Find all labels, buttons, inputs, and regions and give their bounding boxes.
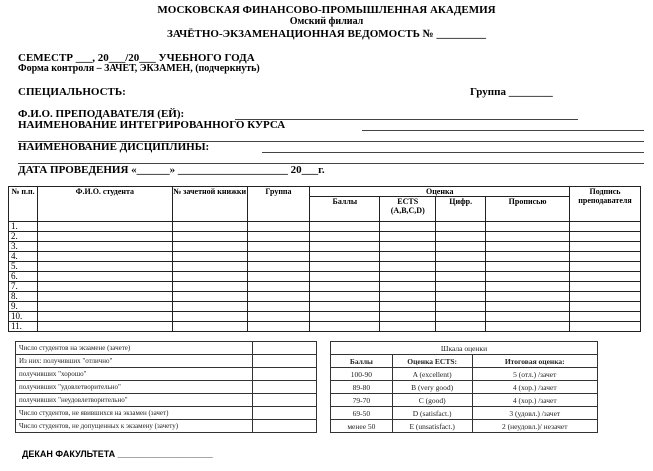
table-cell[interactable] <box>380 242 436 252</box>
scale-cell: 69-50 <box>331 407 393 420</box>
stats-row <box>16 420 317 433</box>
table-cell[interactable] <box>436 252 486 262</box>
table-cell[interactable] <box>172 322 247 332</box>
row-number: 5. <box>9 262 38 272</box>
table-row <box>9 282 641 292</box>
stats-label: Число студентов, не явившихся на экзамен (зачет) <box>16 407 253 420</box>
document-title: ЗАЧЁТНО-ЭКЗАМЕНАЦИОННАЯ ВЕДОМОСТЬ № _________ <box>167 28 486 40</box>
table-cell[interactable] <box>436 282 486 292</box>
grading-scale-table <box>330 341 598 433</box>
table-cell[interactable] <box>247 322 310 332</box>
group-field[interactable]: Группа ________ <box>470 86 553 98</box>
row-number: 11. <box>9 322 38 332</box>
branch-title: Омский филиал <box>289 16 364 27</box>
row-number: 1. <box>9 222 38 232</box>
scale-cell: A (excellent) <box>392 368 472 381</box>
table-row <box>9 322 641 332</box>
scale-cell: 2 (неудовл.)/ незачет <box>472 420 597 433</box>
discipline-field[interactable]: НАИМЕНОВАНИЕ ДИСЦИПЛИНЫ: <box>18 141 210 153</box>
table-cell[interactable] <box>172 272 247 282</box>
table-cell[interactable] <box>37 292 172 302</box>
table-cell[interactable] <box>486 262 570 272</box>
table-cell[interactable] <box>436 302 486 312</box>
stats-label: Число студентов на экзамене (зачете) <box>16 342 253 355</box>
table-cell[interactable] <box>570 322 641 332</box>
row-number: 4. <box>9 252 38 262</box>
table-cell[interactable] <box>486 252 570 262</box>
table-cell[interactable] <box>436 262 486 272</box>
table-cell[interactable] <box>570 282 641 292</box>
stats-row <box>16 355 317 368</box>
table-cell[interactable] <box>37 302 172 312</box>
scale-cell: 3 (удовл.) /зачет <box>472 407 597 420</box>
stats-label: получивших "удовлетворительно" <box>16 381 253 394</box>
header-signature: Подпись преподавателя <box>570 187 641 222</box>
table-cell[interactable] <box>247 282 310 292</box>
table-cell[interactable] <box>570 232 641 242</box>
table-row <box>9 242 641 252</box>
table-cell[interactable] <box>570 252 641 262</box>
table-cell[interactable] <box>436 242 486 252</box>
table-cell[interactable] <box>247 272 310 282</box>
stats-value-cell[interactable] <box>253 407 317 420</box>
table-cell[interactable] <box>37 322 172 332</box>
scale-row <box>331 420 598 433</box>
table-cell[interactable] <box>172 262 247 272</box>
scale-cell: 5 (отл.) /зачет <box>472 368 597 381</box>
table-cell[interactable] <box>172 222 247 232</box>
table-cell[interactable] <box>486 322 570 332</box>
table-cell[interactable] <box>247 222 310 232</box>
table-row <box>9 222 641 232</box>
row-number: 3. <box>9 242 38 252</box>
table-cell[interactable] <box>247 262 310 272</box>
scale-cell: E (unsatisfact.) <box>392 420 472 433</box>
scale-cell: менее 50 <box>331 420 393 433</box>
stats-label: получивших "неудовлетворительно" <box>16 394 253 407</box>
table-cell[interactable] <box>310 292 380 302</box>
table-row <box>9 292 641 302</box>
table-cell[interactable] <box>486 292 570 302</box>
table-cell[interactable] <box>486 312 570 322</box>
table-cell[interactable] <box>247 252 310 262</box>
table-cell[interactable] <box>380 272 436 282</box>
table-cell[interactable] <box>380 252 436 262</box>
stats-value-cell[interactable] <box>253 368 317 381</box>
table-cell[interactable] <box>570 302 641 312</box>
table-cell[interactable] <box>310 262 380 272</box>
stats-value-cell[interactable] <box>253 381 317 394</box>
table-cell[interactable] <box>172 312 247 322</box>
table-cell[interactable] <box>310 272 380 282</box>
semester-field[interactable]: СЕМЕСТР ___, 20___/20___ УЧЕБНОГО ГОДА <box>18 52 255 64</box>
table-cell[interactable] <box>570 272 641 282</box>
stats-value-cell[interactable] <box>253 342 317 355</box>
scale-cell: B (very good) <box>392 381 472 394</box>
row-number: 6. <box>9 272 38 282</box>
course-underline <box>362 130 644 131</box>
scale-cell: 79-70 <box>331 394 393 407</box>
scale-row <box>331 407 598 420</box>
row-number: 7. <box>9 282 38 292</box>
table-cell[interactable] <box>37 242 172 252</box>
table-cell[interactable] <box>37 252 172 262</box>
table-row <box>9 272 641 282</box>
table-row <box>9 252 641 262</box>
header-student: Ф.И.О. студента <box>37 187 172 222</box>
table-cell[interactable] <box>310 252 380 262</box>
table-cell[interactable] <box>380 302 436 312</box>
stats-label: Из них: получивших "отлично" <box>16 355 253 368</box>
table-cell[interactable] <box>486 272 570 282</box>
stats-label: получивших "хорошо" <box>16 368 253 381</box>
table-cell[interactable] <box>310 232 380 242</box>
stats-value-cell[interactable] <box>253 420 317 433</box>
table-cell[interactable] <box>380 222 436 232</box>
table-cell[interactable] <box>247 292 310 302</box>
scale-cell: D (satisfact.) <box>392 407 472 420</box>
stats-value-cell[interactable] <box>253 394 317 407</box>
table-cell[interactable] <box>570 262 641 272</box>
table-row <box>9 232 641 242</box>
table-cell[interactable] <box>570 222 641 232</box>
table-cell[interactable] <box>247 312 310 322</box>
table-cell[interactable] <box>570 292 641 302</box>
scale-header-ects: Оценка ECTS: <box>392 355 472 368</box>
table-cell[interactable] <box>37 282 172 292</box>
table-cell[interactable] <box>486 302 570 312</box>
dean-signature[interactable]: ДЕКАН ФАКУЛЬТЕТА ___________________ <box>22 449 213 459</box>
stats-row <box>16 381 317 394</box>
table-cell[interactable] <box>380 282 436 292</box>
table-cell[interactable] <box>172 242 247 252</box>
row-number: 9. <box>9 302 38 312</box>
scale-row <box>331 381 598 394</box>
scale-cell: 100-90 <box>331 368 393 381</box>
table-cell[interactable] <box>310 302 380 312</box>
scale-cell: 4 (хор.) /зачет <box>472 394 597 407</box>
scale-cell: 89-80 <box>331 381 393 394</box>
table-cell[interactable] <box>37 222 172 232</box>
header-ects: ECTS (A,B,C,D) <box>380 197 436 222</box>
table-cell[interactable] <box>570 312 641 322</box>
table-cell[interactable] <box>310 312 380 322</box>
teacher-underline <box>235 119 578 120</box>
control-form-field[interactable]: Форма контроля – ЗАЧЕТ, ЭКЗАМЕН, (подчеркнуть) <box>18 63 260 74</box>
scale-row <box>331 394 598 407</box>
table-cell[interactable] <box>310 322 380 332</box>
teacher-field[interactable]: Ф.И.О. ПРЕПОДАВАТЕЛЯ (ЕЙ): <box>18 108 185 120</box>
table-cell[interactable] <box>570 242 641 252</box>
scale-title: Шкала оценки <box>331 342 598 355</box>
table-cell[interactable] <box>436 322 486 332</box>
header-points: Баллы <box>310 197 380 222</box>
table-cell[interactable] <box>380 292 436 302</box>
table-cell[interactable] <box>436 272 486 282</box>
table-row <box>9 312 641 322</box>
header-grade: Оценка <box>310 187 570 197</box>
course-field[interactable]: НАИМЕНОВАНИЕ ИНТЕГРИРОВАННОГО КУРСА <box>18 119 286 131</box>
table-cell[interactable] <box>486 282 570 292</box>
table-cell[interactable] <box>436 232 486 242</box>
table-cell[interactable] <box>172 292 247 302</box>
table-cell[interactable] <box>436 292 486 302</box>
header-num: № п.п. <box>9 187 38 222</box>
stats-row <box>16 394 317 407</box>
table-cell[interactable] <box>380 232 436 242</box>
table-cell[interactable] <box>37 272 172 282</box>
scale-row <box>331 368 598 381</box>
stats-row <box>16 342 317 355</box>
header-group: Группа <box>247 187 310 222</box>
table-cell[interactable] <box>37 262 172 272</box>
table-cell[interactable] <box>247 242 310 252</box>
table-row <box>9 302 641 312</box>
table-cell[interactable] <box>380 322 436 332</box>
stats-label: Число студентов, не допущенных к экзамену (зачету) <box>16 420 253 433</box>
header-record-book: № зачетной книжки <box>172 187 247 222</box>
table-cell[interactable] <box>247 302 310 312</box>
stats-row <box>16 368 317 381</box>
grades-table <box>8 186 641 332</box>
stats-value-cell[interactable] <box>253 355 317 368</box>
table-cell[interactable] <box>310 242 380 252</box>
row-number: 8. <box>9 292 38 302</box>
table-cell[interactable] <box>380 262 436 272</box>
table-cell[interactable] <box>380 312 436 322</box>
stats-table <box>15 341 317 433</box>
table-cell[interactable] <box>310 282 380 292</box>
row-number: 10. <box>9 312 38 322</box>
specialty-field[interactable]: СПЕЦИАЛЬНОСТЬ: <box>18 86 126 98</box>
row-number: 2. <box>9 232 38 242</box>
table-cell[interactable] <box>172 302 247 312</box>
scale-header-final: Итоговая оценка: <box>472 355 597 368</box>
table-row <box>9 262 641 272</box>
table-cell[interactable] <box>37 232 172 242</box>
discipline-underline <box>262 152 644 153</box>
table-cell[interactable] <box>486 232 570 242</box>
table-cell[interactable] <box>172 252 247 262</box>
table-cell[interactable] <box>436 312 486 322</box>
table-cell[interactable] <box>310 222 380 232</box>
table-cell[interactable] <box>486 222 570 232</box>
date-field[interactable]: ДАТА ПРОВЕДЕНИЯ «______» ____________________ 20___г. <box>18 164 325 176</box>
table-cell[interactable] <box>486 242 570 252</box>
header-digit: Цифр. <box>436 197 486 222</box>
stats-row <box>16 407 317 420</box>
table-cell[interactable] <box>247 232 310 242</box>
scale-header-points: Баллы <box>331 355 393 368</box>
header-words: Прописью <box>486 197 570 222</box>
scale-cell: 4 (хор.) /зачет <box>472 381 597 394</box>
table-cell[interactable] <box>436 222 486 232</box>
table-cell[interactable] <box>172 232 247 242</box>
scale-cell: C (good) <box>392 394 472 407</box>
table-cell[interactable] <box>172 282 247 292</box>
academy-title: МОСКОВСКАЯ ФИНАНСОВО-ПРОМЫШЛЕННАЯ АКАДЕМИЯ <box>157 4 496 16</box>
table-cell[interactable] <box>37 312 172 322</box>
